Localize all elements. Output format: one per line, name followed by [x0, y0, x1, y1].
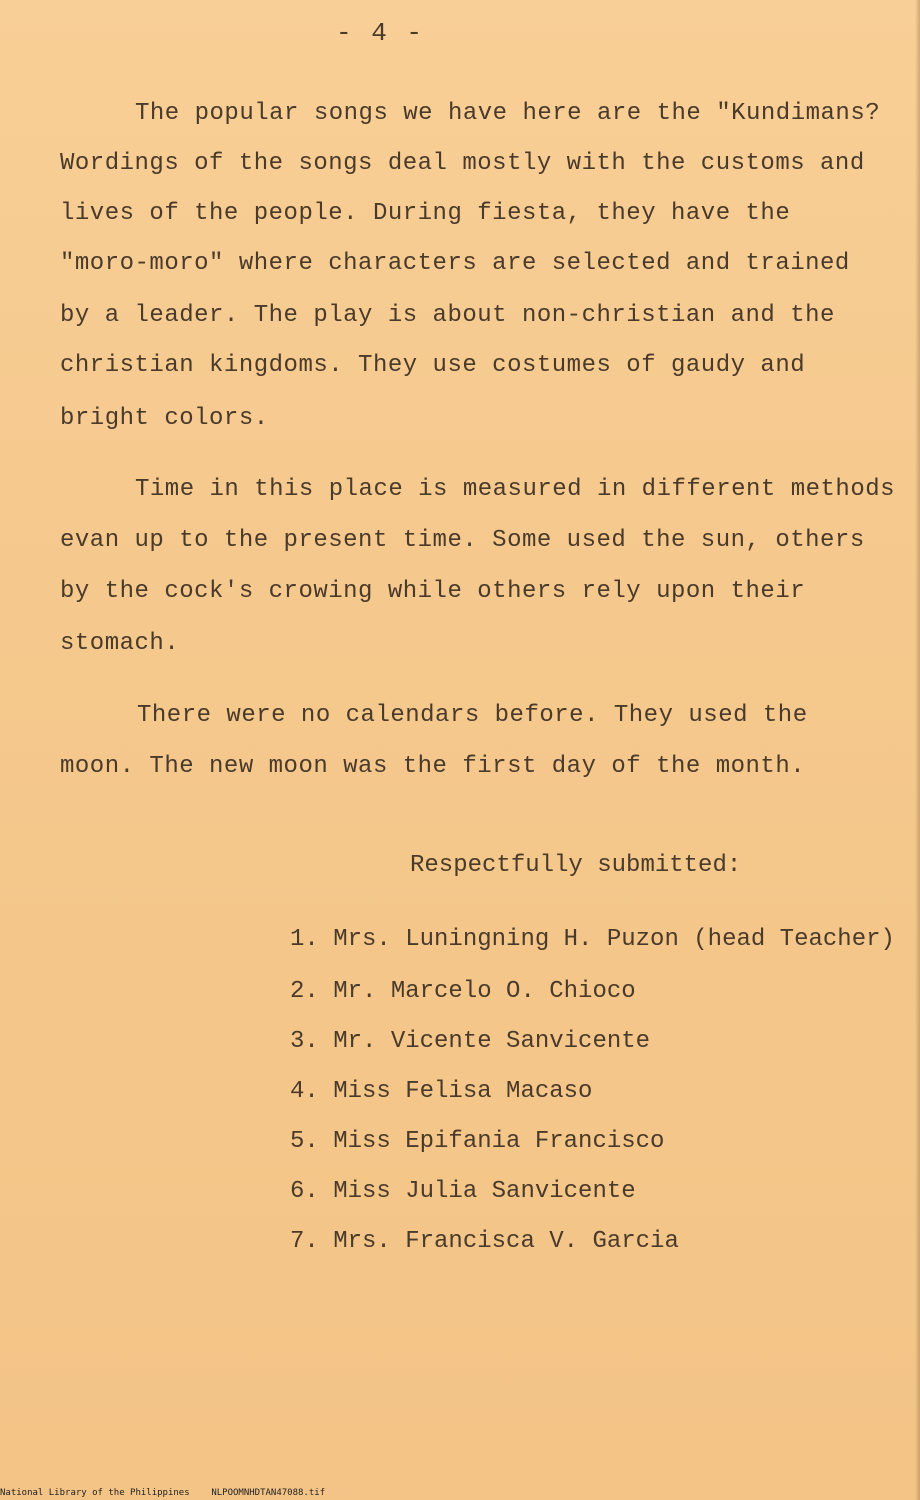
page-edge-shadow — [915, 0, 920, 1500]
signatory-1: 1. Mrs. Luningning H. Puzon (head Teacher) — [290, 926, 895, 953]
paragraph-2-line-1: Time in this place is measured in different methods — [135, 476, 896, 503]
archive-footer: National Library of the Philippines NLPOOMNHDTAN47088.tif — [0, 1488, 326, 1498]
paragraph-2-line-2: evan up to the present time. Some used the sun, others — [60, 527, 865, 554]
paragraph-2-line-3: by the cock's crowing while others rely upon their — [60, 578, 806, 605]
paragraph-1-line-6: christian kingdoms. They use costumes of gaudy and — [60, 352, 806, 379]
signatory-3: 3. Mr. Vicente Sanvicente — [290, 1028, 651, 1055]
paragraph-1-line-5: by a leader. The play is about non-christian and the — [60, 302, 835, 329]
paragraph-1-line-3: lives of the people. During fiesta, they have the — [60, 200, 791, 227]
paragraph-1-line-1: The popular songs we have here are the "Kundimans? — [135, 100, 881, 127]
paragraph-2-line-4: stomach. — [60, 630, 180, 657]
signatory-2: 2. Mr. Marcelo O. Chioco — [290, 978, 636, 1005]
paragraph-3-line-2: moon. The new moon was the first day of the month. — [60, 753, 806, 780]
page-number: - 4 - — [335, 18, 424, 48]
closing-salutation: Respectfully submitted: — [410, 852, 742, 879]
signatory-7: 7. Mrs. Francisca V. Garcia — [290, 1228, 679, 1255]
signatory-6: 6. Miss Julia Sanvicente — [290, 1178, 636, 1205]
paragraph-1-line-4: "moro-moro" where characters are selected and trained — [60, 250, 850, 277]
signatory-4: 4. Miss Felisa Macaso — [290, 1078, 593, 1105]
signatory-5: 5. Miss Epifania Francisco — [290, 1128, 665, 1155]
paragraph-3-line-1: There were no calendars before. They used the — [137, 702, 808, 729]
paragraph-1-line-2: Wordings of the songs deal mostly with the customs and — [60, 150, 865, 177]
paragraph-1-line-7: bright colors. — [60, 405, 269, 432]
